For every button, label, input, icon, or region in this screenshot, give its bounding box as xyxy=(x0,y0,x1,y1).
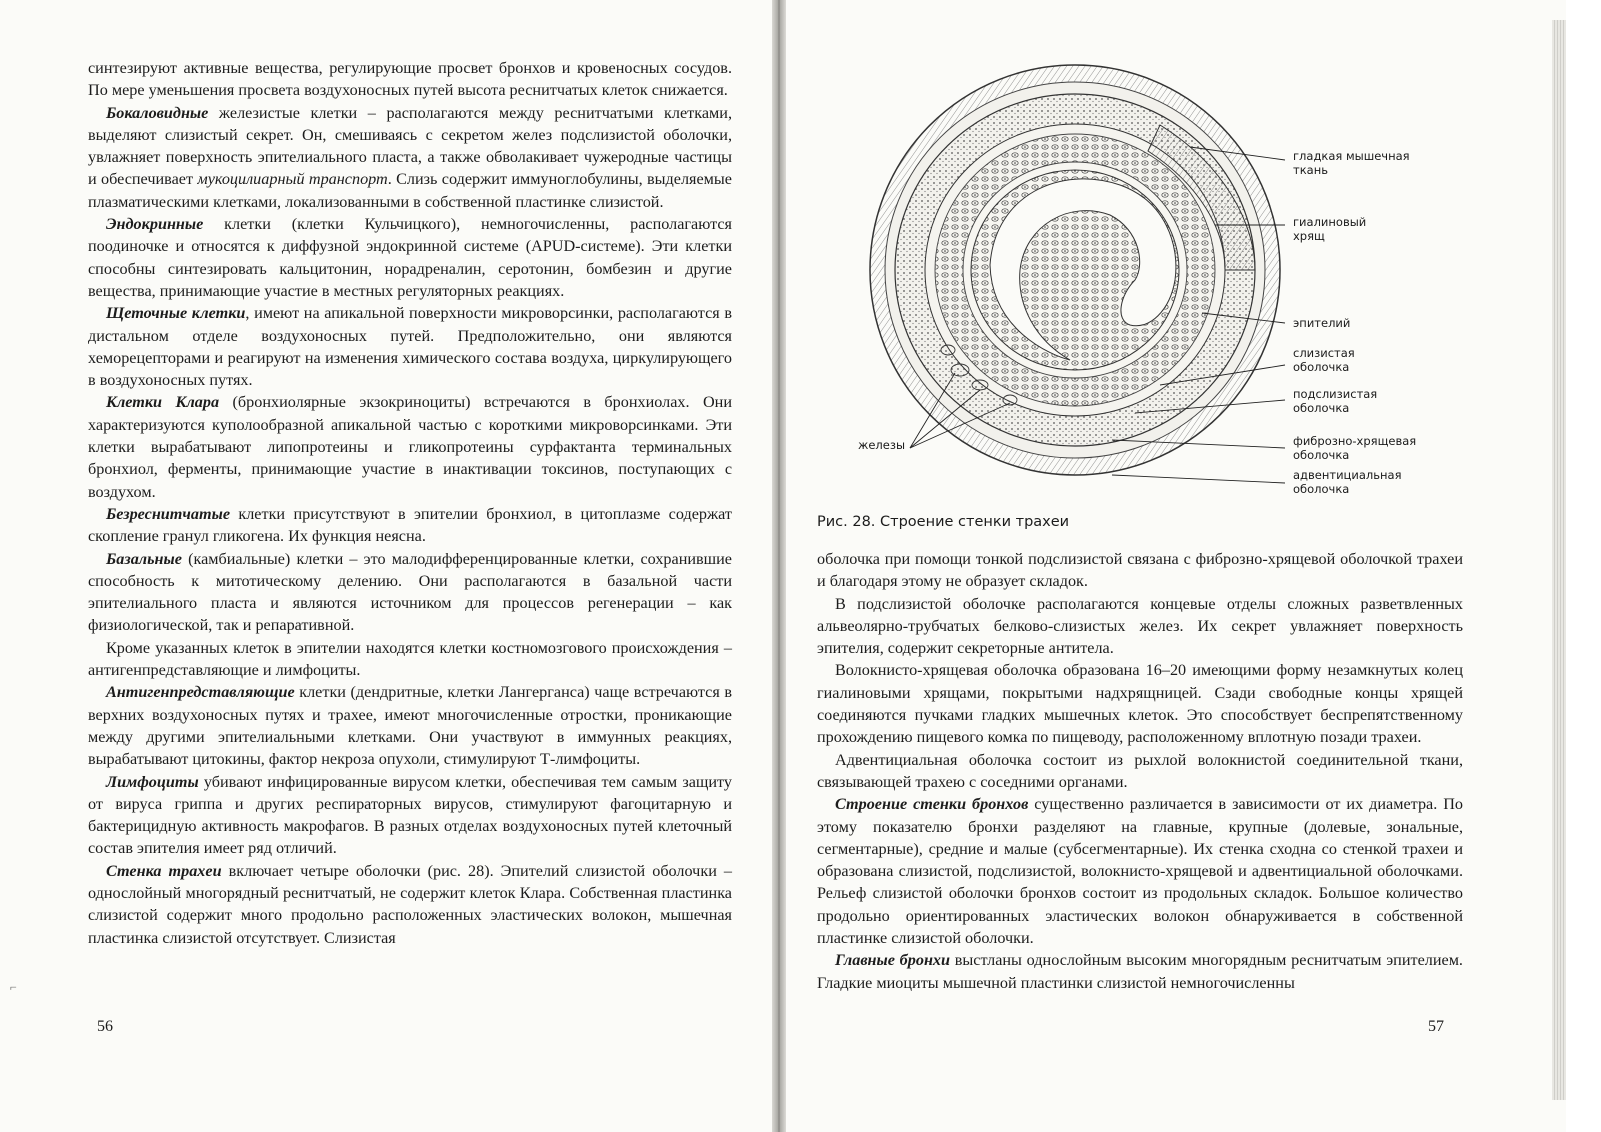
paragraph xyxy=(817,793,1463,949)
text-run: существенно различается в зависимости от их диаметра. По этому показателю бронхи разделяют на главные, крупные (долевые, зональные, сегментарные), средние и малые (субсегментарные). Их стенка сходна со стенкой трахеи и образована слизистой, подслизистой, волокнисто-хрящевой и адвентициальной оболочками. Рельеф слизистой оболочки бронхов состоит из продольных складок. Большое количество продольно ориентированных эластических волокон обнаруживается в собственной пластинке слизистой оболочки. xyxy=(817,795,1464,948)
emphasis-term: мукоцилиарный транспорт xyxy=(197,170,388,189)
emphasis-term: Безреснитчатые xyxy=(106,504,230,523)
text-run: , имеют на апикальной поверхности микроворсинки, располагаются в дистальном отделе воздухоносных путей. Предположительно, они являются хеморецепторами и реагируют на изменения химического состава воздуха, циркулирующего в воздухоносных путях. xyxy=(88,304,732,390)
paragraph xyxy=(88,771,732,860)
paragraph xyxy=(88,102,732,213)
label-adventitia: адвентициальная оболочка xyxy=(1293,468,1402,496)
text-run: клетки (дендритные, клетки Лангерганса) чаще встречаются в верхних воздухоносных путях и трахее, имеют многочисленные отростки, проникающие между другими эпителиальными клетками. Они участвуют в иммунных реакциях, вырабатывают цитокины, фактор некроза опухоли, стимулируют Т-лимфоциты. xyxy=(88,683,732,769)
emphasis-term: Базальные xyxy=(106,549,182,568)
paragraph xyxy=(88,681,732,770)
scan-margin xyxy=(1566,0,1601,1132)
text-run: включает четыре оболочки (рис. 28). Эпителий слизистой оболочки – однослойный многорядный реснитчатый, не содержит клеток Клара. Собственная пластинка слизистой содержит много продольно расположенных эластических волокон, мышечная пластинка слизистой отсутствует. Слизистая xyxy=(88,861,732,947)
emphasis-term: Главные бронхи xyxy=(835,951,951,970)
text-run: синтезируют активные вещества, регулирующие просвет бронхов и кровеносных сосудов. По мере уменьшения просвета воздухоносных путей высота реснитчатых клеток снижается. xyxy=(88,59,732,100)
paragraph xyxy=(88,860,732,949)
text-run: оболочка при помощи тонкой подслизистой связана с фиброзно-хрящевой оболочкой трахеи и благодаря этому не образует складок. xyxy=(817,550,1463,591)
emphasis-term: Щеточные клетки xyxy=(106,304,246,323)
right-page-text xyxy=(817,548,1463,994)
left-page-text xyxy=(88,57,732,949)
paragraph xyxy=(88,503,732,548)
paragraph xyxy=(88,213,732,302)
emphasis-term: Стенка трахеи xyxy=(106,861,222,880)
page-number-left: 56 xyxy=(97,1018,113,1035)
emphasis-term: Лимфоциты xyxy=(106,772,199,791)
text-run: выстланы однослойным высоким многорядным реснитчатым эпителием. Гладкие миоциты мышечной пластинки слизистой немногочисленны xyxy=(817,951,1463,992)
emphasis-term: Антигенпредставляющие xyxy=(106,683,295,702)
label-mucosa: слизистая оболочка xyxy=(1293,346,1355,374)
text-run: Волокнисто-хрящевая оболочка образована 16–20 имеющими форму незамкнутых колец гиалиновыми хрящами, покрытыми надхрящницей. Сзади свободные концы хрящей соединяются пучками гладких мышечных клеток. Это способствует беспрепятственному прохождению пищевого комка по пищеводу, расположенному вплотную позади трахеи. xyxy=(817,661,1463,747)
text-run: Адвентициальная оболочка состоит из рыхлой волокнистой соединительной ткани, связывающей трахею с соседними органами. xyxy=(817,750,1463,791)
paragraph xyxy=(817,949,1463,994)
page-number-right: 57 xyxy=(1428,1018,1444,1035)
text-run: (бронхиолярные экзокриноциты) встречаются в бронхиолах. Они характеризуются куполообразной апикальной частью с короткими микроворсинками. Эти клетки вырабатывают липопротеины и гликопротеины сурфактанта терминальных бронхиол, ферменты, принимающие участие в инактивации токсинов, поступающих с воздухом. xyxy=(88,393,733,501)
label-epithelium: эпителий xyxy=(1293,316,1351,330)
paragraph xyxy=(817,593,1463,660)
emphasis-term: Бокаловидные xyxy=(106,103,209,122)
text-run: железистые клетки – располагаются между реснитчатыми клетками, выделяют слизистый секрет. Он, смешиваясь с секретом желез подслизистой оболочки, увлажняет поверхность эпителиального пласта, а также обволакивает чужеродные частицы и обеспечивает xyxy=(88,103,732,189)
emphasis-term: Клетки Клара xyxy=(106,393,220,412)
figure-caption: Рис. 28. Строение стенки трахеи xyxy=(817,514,1070,530)
text-run: клетки присутствуют в эпителии бронхиол, в цитоплазме содержат скопление гранул гликогена. Их функция неясна. xyxy=(88,504,732,546)
page-edges xyxy=(1552,20,1566,1100)
paragraph xyxy=(88,302,732,391)
book-gutter xyxy=(772,0,786,1132)
label-submucosa: подслизистая оболочка xyxy=(1293,387,1378,415)
left-page xyxy=(0,0,772,1132)
emphasis-term: Строение стенки бронхов xyxy=(835,795,1029,814)
paragraph xyxy=(88,391,732,502)
text-run: клетки (клетки Кульчицкого), немногочисленны, располагаются поодиночке и относятся к диффузной эндокринной системе (APUD-системе). Эти клетки способны синтезировать кальцитонин, норадреналин, серотонин, бомбезин и другие вещества, принимающие участие в местных регуляторных реакциях. xyxy=(88,215,732,300)
label-hyaline-cartilage: гиалиновый хрящ xyxy=(1293,215,1367,243)
text-run: . Слизь содержит иммуноглобулины, выделяемые плазматическими клетками, локализованными в собственной пластинке слизистой. xyxy=(88,170,732,211)
paragraph xyxy=(88,548,732,637)
paragraph xyxy=(817,749,1463,794)
text-run: В подслизистой оболочке располагаются концевые отделы сложных разветвленных альвеолярно-трубчатых белково-слизистых желез. Их секрет увлажняет поверхность эпителия, содержит секреторные антитела. xyxy=(817,594,1463,658)
margin-mark: ⌐ xyxy=(10,980,17,994)
text-run: Кроме указанных клеток в эпителии находятся клетки костномозгового происхождения – антигенпредставляющие и лимфоциты. xyxy=(88,638,732,680)
paragraph xyxy=(88,57,732,102)
label-smooth-muscle: гладкая мышечная ткань xyxy=(1293,149,1410,177)
text-run: убивают инфицированные вирусом клетки, обеспечивая тем самым защиту от вируса гриппа и других респираторных вирусов, стимулируют фагоцитарную и бактерицидную активность макрофагов. В разных отделах воздухоносных путей клеточный состав эпителия имеет ряд отличий. xyxy=(88,772,732,858)
text-run: (камбиальные) клетки – это малодифференцированные клетки, сохранившие способность к митотическому делению. Они располагаются в базальной части эпителиального пласта и являются источником для процессов регенерации – как физиологической, так и репаративной. xyxy=(88,549,732,635)
emphasis-term: Эндокринные xyxy=(106,215,204,234)
label-fibrocartilage: фиброзно-хрящевая оболочка xyxy=(1293,434,1417,462)
paragraph xyxy=(817,548,1463,593)
paragraph xyxy=(817,659,1463,748)
label-glands: железы xyxy=(858,438,906,452)
paragraph xyxy=(88,637,732,682)
